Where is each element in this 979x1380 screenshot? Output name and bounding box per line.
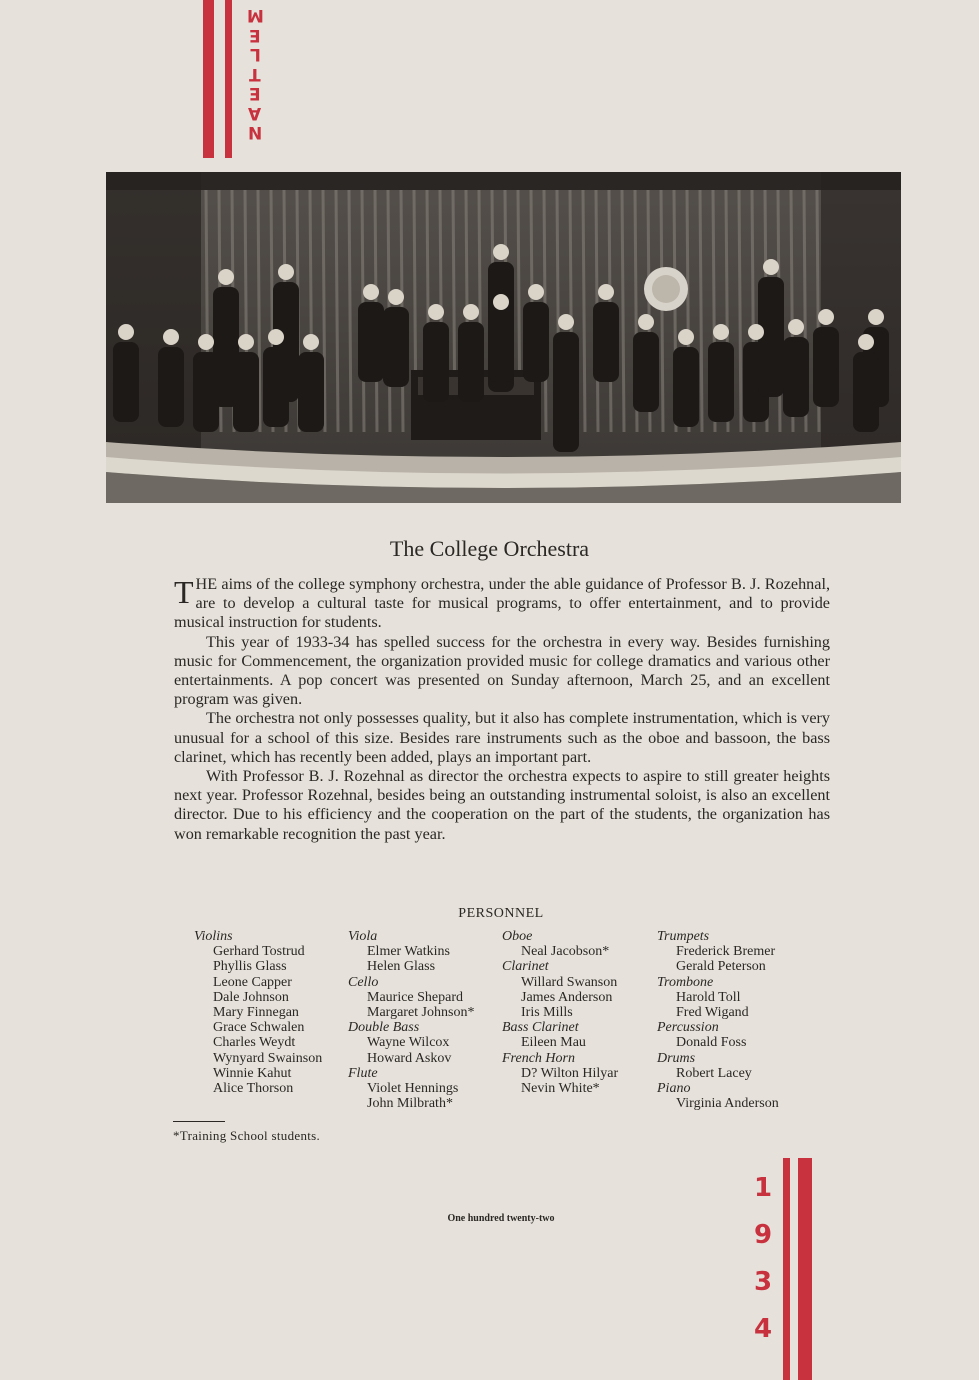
footnote-rule (173, 1121, 225, 1122)
instrument-section: Drums (657, 1050, 696, 1066)
member-name: Fred Wigand (676, 1005, 749, 1021)
member-name: Howard Askov (367, 1050, 452, 1066)
member-name: Willard Swanson (521, 974, 618, 990)
year-digit: 4 (753, 1314, 773, 1344)
personnel-column (657, 929, 779, 1111)
article-title: The College Orchestra (389, 536, 590, 561)
bottom-red-bar-wide (798, 1158, 812, 1380)
instrument-section: Piano (657, 1081, 691, 1097)
personnel-heading: PERSONNEL (458, 906, 544, 921)
article-paragraph: This year of 1933-34 has spelled success for the orchestra in every way. Besides furnishing music for Commencement, the organization provided music for college dramatics and various other entertainments. A pop concert was presented on Sunday afternoon, March 25, and an excellent program was given. (174, 632, 830, 709)
page-number: One hundred twenty-two (447, 1213, 555, 1224)
member-name: Grace Schwalen (213, 1020, 305, 1036)
instrument-section: Trombone (657, 974, 714, 990)
member-name: Elmer Watkins (367, 944, 450, 960)
member-name: Iris Mills (521, 1005, 573, 1021)
vertical-yearbook-title (240, 0, 270, 140)
vertical-title-letter: T (249, 63, 261, 84)
member-name: Dale Johnson (213, 989, 289, 1005)
member-name: Frederick Bremer (676, 944, 776, 960)
member-name: Neal Jacobson* (521, 944, 610, 960)
vertical-title-letter: N (247, 122, 263, 142)
vertical-title-letter: L (249, 44, 261, 64)
member-name: Donald Foss (676, 1035, 747, 1051)
member-name: Leone Capper (213, 974, 292, 990)
orchestra-photo-illustration (106, 172, 901, 503)
instrument-section: Percussion (657, 1020, 719, 1036)
member-name: Mary Finnegan (213, 1005, 299, 1021)
member-name: Robert Lacey (676, 1065, 752, 1081)
instrument-section: Viola (348, 929, 378, 944)
instrument-section: Trumpets (657, 929, 710, 944)
member-name: Phyllis Glass (213, 959, 287, 975)
personnel-column (502, 929, 618, 1096)
article-paragraph-text: HE aims of the college symphony orchestra, under the able guidance of Professor B. J. Rozehnal, are to develop a cultural taste for musical programs, to offer entertainment, and to provide musical instruction for students. (174, 575, 830, 632)
personnel-column (194, 929, 322, 1096)
member-name: Wayne Wilcox (367, 1035, 450, 1051)
footnote: *Training School students. (173, 1128, 321, 1143)
member-name: Alice Thorson (213, 1081, 294, 1097)
member-name: Nevin White* (521, 1081, 600, 1097)
instrument-section: Bass Clarinet (502, 1020, 579, 1036)
member-name: Virginia Anderson (676, 1096, 779, 1112)
top-red-bar-wide (203, 0, 214, 158)
member-name: Harold Toll (676, 989, 741, 1005)
member-name: Eileen Mau (521, 1035, 586, 1051)
member-name: John Milbrath* (367, 1096, 453, 1112)
article-paragraph (174, 575, 830, 633)
top-red-bar-narrow (225, 0, 232, 158)
member-name: Gerhard Tostrud (213, 944, 305, 960)
instrument-section: Violins (194, 929, 233, 944)
instrument-section: Flute (348, 1065, 378, 1081)
drop-cap: T (174, 574, 194, 610)
year-digit: 1 (753, 1173, 773, 1203)
member-name: Helen Glass (367, 959, 436, 975)
member-name: Margaret Johnson* (367, 1005, 475, 1021)
personnel-column (348, 929, 474, 1111)
member-name: Charles Weydt (213, 1035, 296, 1051)
article-body (174, 575, 830, 844)
orchestra-photo (106, 172, 901, 503)
instrument-section: Double Bass (348, 1020, 420, 1036)
instrument-section: Oboe (502, 929, 533, 944)
year-digits (748, 1168, 778, 1356)
instrument-section: Clarinet (502, 959, 549, 975)
instrument-section: Cello (348, 974, 379, 990)
member-name: Maurice Shepard (367, 989, 464, 1005)
member-name: Wynyard Swainson (213, 1050, 323, 1066)
member-name: Winnie Kahut (213, 1065, 292, 1081)
instrument-section: French Horn (502, 1050, 575, 1066)
vertical-title-letter: M (246, 5, 264, 25)
bottom-red-bar-narrow (783, 1158, 790, 1380)
year-digit: 9 (753, 1220, 773, 1250)
article-paragraph: With Professor B. J. Rozehnal as director the orchestra expects to aspire to still greater heights next year. Professor Rozehnal, besides being an outstanding instrumental soloist, is also an excellent director. Due to his efficiency and the cooperation on the part of the students, the organization has won remarkable recognition the past year. (174, 767, 830, 843)
article-paragraph: The orchestra not only possesses quality, but it also has complete instrumentation, which is very unusual for a school of this size. Besides rare instruments such as the oboe and bassoon, the bass clarinet, which has recently been added, plays an important part. (174, 709, 830, 766)
member-name: Gerald Peterson (676, 959, 766, 975)
vertical-title-letter: A (248, 102, 262, 123)
member-name: D? Wilton Hilyar (521, 1065, 619, 1081)
vertical-title-letter: E (249, 83, 261, 103)
member-name: Violet Hennings (367, 1081, 459, 1097)
vertical-title-letter: E (249, 24, 261, 45)
year-digit: 3 (753, 1267, 773, 1297)
member-name: James Anderson (521, 989, 613, 1005)
